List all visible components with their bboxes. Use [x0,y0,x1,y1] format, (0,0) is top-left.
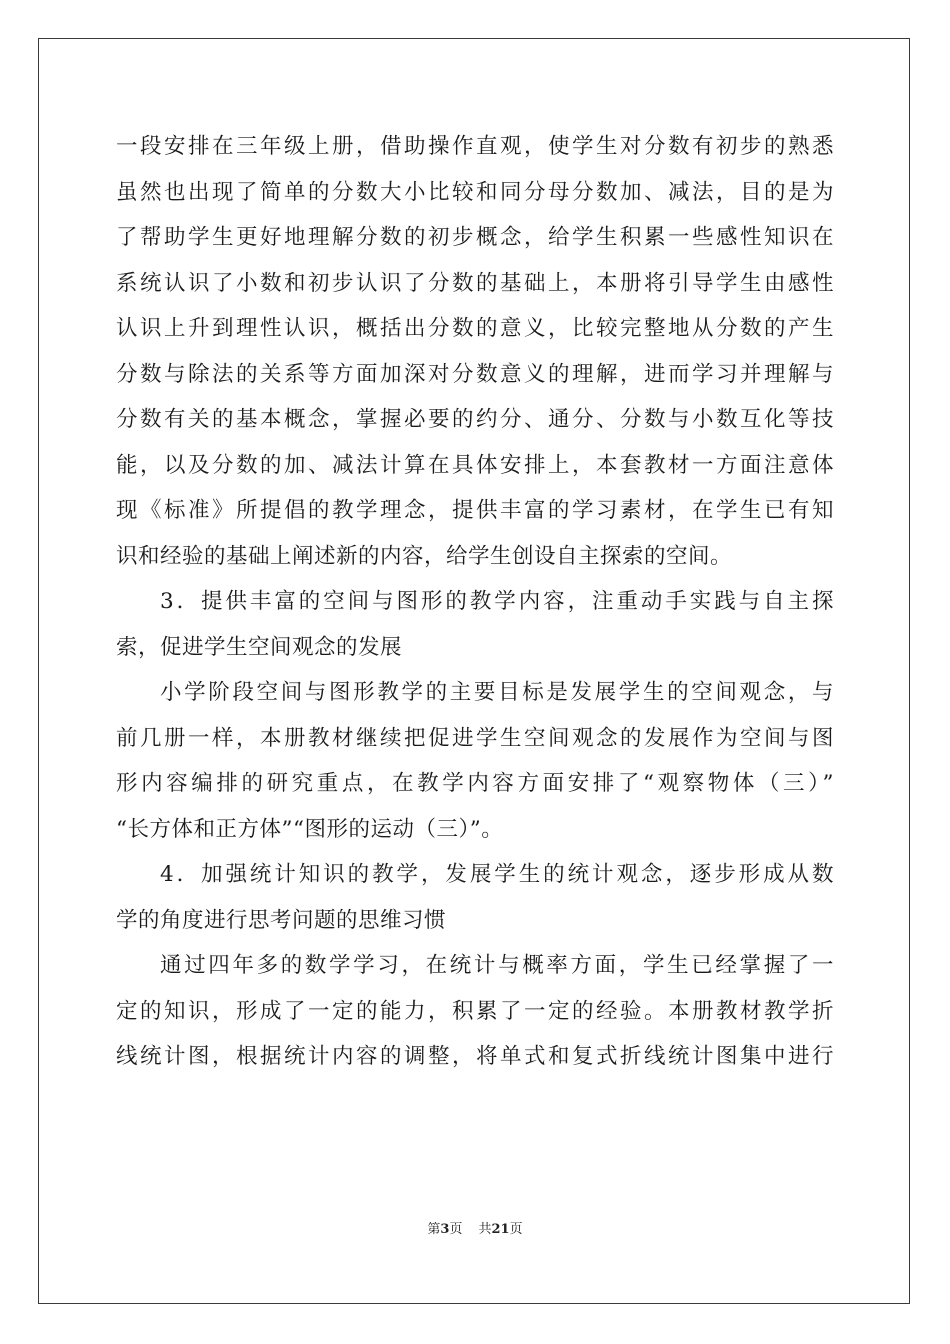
text-line: 系统认识了小数和初步认识了分数的基础上，本册将引导学生由感性 [116,270,834,296]
text-line: 分数与除法的关系等方面加深对分数意义的理解，进而学习并理解与 [116,361,834,387]
text-line: 前几册一样，本册教材继续把促进学生空间观念的发展作为空间与图 [116,725,834,751]
text-line: 小学阶段空间与图形教学的主要目标是发展学生的空间观念，与 [160,680,834,705]
text-line: 分数有关的基本概念，掌握必要的约分、通分、分数与小数互化等技 [116,407,834,432]
footer-total-prefix: 共 [478,1222,492,1237]
text-line: 了帮助学生更好地理解分数的初步概念，给学生积累一些感性知识在 [116,225,834,250]
total-page-count: 21 [491,1222,510,1237]
section-heading-line: 3．提供丰富的空间与图形的教学内容，注重动手实践与自主探 [160,589,834,614]
document-body [116,124,834,1080]
section-heading-line: 索，促进学生空间观念的发展 [116,634,403,660]
section-heading-line: 学的角度进行思考问题的思维习惯 [116,907,447,933]
text-line: 现《标准》所提倡的教学理念，提供丰富的学习素材，在学生已有知 [116,498,834,523]
text-line: “长方体和正方体”“图形的运动（三）”。 [116,816,504,842]
text-line: 通过四年多的数学学习，在统计与概率方面，学生已经掌握了一 [160,953,834,978]
text-line: 识和经验的基础上阐述新的内容，给学生创设自主探索的空间。 [116,543,733,569]
footer-page-suffix: 页 [449,1222,463,1237]
current-page-number: 3 [440,1222,450,1237]
page-footer [0,1218,950,1237]
text-line: 形内容编排的研究重点，在教学内容方面安排了“观察物体（三）” [116,771,834,796]
text-line: 线统计图，根据统计内容的调整，将单式和复式折线统计图集中进行 [116,1044,834,1069]
text-line: 虽然也出现了简单的分数大小比较和同分母分数加、减法，目的是为 [116,179,834,205]
text-line: 定的知识，形成了一定的能力，积累了一定的经验。本册教材教学折 [116,998,834,1024]
text-line: 认识上升到理性认识，概括出分数的意义，比较完整地从分数的产生 [116,316,834,341]
text-line: 一段安排在三年级上册，借助操作直观，使学生对分数有初步的熟悉 [116,134,834,159]
section-heading-line: 4．加强统计知识的教学，发展学生的统计观念，逐步形成从数 [160,862,834,887]
footer-prefix: 第 [427,1222,441,1237]
footer-total-suffix: 页 [509,1222,523,1237]
text-line: 能，以及分数的加、减法计算在具体安排上，本套教材一方面注意体 [116,452,834,478]
